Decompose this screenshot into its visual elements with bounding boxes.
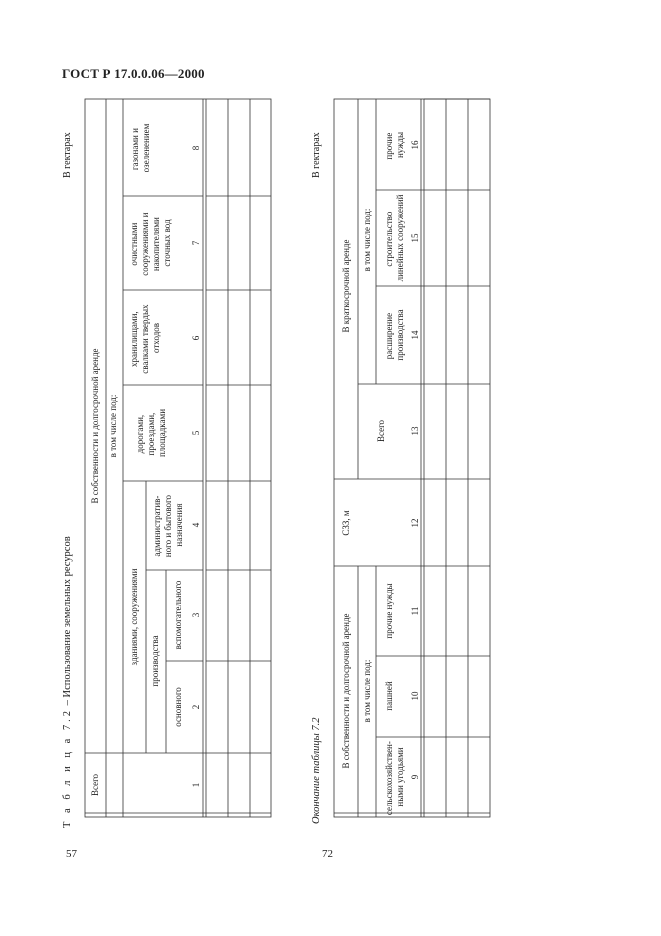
- t2-colnum-10: 10: [410, 691, 420, 701]
- t2-agri-header: [384, 739, 405, 815]
- t1-colnum-1: 1: [191, 782, 201, 788]
- t2-szz-header: СЗЗ, м: [341, 510, 351, 536]
- t1-admin-line-1: административ-: [152, 495, 162, 557]
- table2-units: В гектарах: [311, 132, 322, 178]
- t2-own-header: В собственности и долгосрочной аренде: [341, 613, 351, 769]
- t2-arable-header: пашней: [384, 681, 394, 711]
- t1-storage-line-1: хранилищами,: [129, 311, 139, 367]
- t1-group-header: В собственности и долгосрочной аренде: [90, 348, 100, 504]
- page-number-left: 57: [66, 848, 77, 860]
- t2-other2-line-1: прочие: [384, 132, 394, 160]
- t1-lawns-line-1: газонами и: [130, 128, 140, 171]
- t2-agri-line-1: сельскохозяйствен-: [384, 741, 394, 816]
- t1-treatment-line-2: сооружениями и: [140, 212, 150, 276]
- t2-agri-line-2: ными угодьями: [395, 747, 405, 807]
- t1-colnum-8: 8: [191, 145, 201, 151]
- table2-border: [334, 99, 490, 817]
- t1-incl-header: в том числе под:: [108, 394, 118, 458]
- t1-treatment-line-1: очистными: [129, 222, 139, 266]
- table1-caption-title: – Использование земельных ресурсов: [62, 536, 73, 708]
- t2-incl-header: в том числе под:: [362, 659, 372, 723]
- t2-total-header: Всего: [376, 419, 386, 443]
- t2-other-header: прочие нужды: [384, 583, 394, 639]
- t2-colnum-12: 12: [410, 518, 420, 528]
- table2-column-numbers: [410, 140, 420, 779]
- t2-other2-header: [384, 130, 405, 159]
- t1-colnum-7: 7: [191, 240, 201, 246]
- t1-roads-line-1: дорогами,: [135, 414, 145, 454]
- t1-storage-line-3: отходов: [151, 322, 161, 354]
- t2-incl2-header: в том числе под:: [362, 208, 372, 272]
- t1-total-header: Всего: [90, 773, 100, 797]
- t1-colnum-3: 3: [191, 612, 201, 618]
- t1-production-header: производства: [150, 635, 160, 687]
- t2-expansion-line-1: расширение: [384, 312, 394, 360]
- t1-colnum-4: 4: [191, 522, 201, 528]
- table2-header-text: [341, 130, 405, 815]
- t1-colnum-2: 2: [191, 704, 201, 710]
- t1-admin-line-3: назначения: [174, 503, 184, 547]
- t1-main-header: основного: [173, 687, 183, 727]
- table1-units: В гектарах: [62, 132, 73, 178]
- t1-auxiliary-header: вспомогательного: [173, 580, 183, 650]
- t1-admin-line-2: ного и бытового: [163, 495, 173, 558]
- t2-colnum-9: 9: [410, 774, 420, 780]
- t2-colnum-11: 11: [410, 606, 420, 616]
- t1-storage-line-2: свалками твердых: [140, 304, 150, 374]
- t2-construction-header: [384, 194, 405, 281]
- t2-colnum-13: 13: [410, 426, 420, 436]
- t1-buildings-header: зданиями, сооружениями: [129, 568, 139, 666]
- t2-construction-line-1: строительство: [384, 211, 394, 267]
- table2-grid: [334, 99, 490, 817]
- t2-colnum-14: 14: [410, 330, 420, 340]
- table1-caption-label: Т а б л и ц а 7.2: [62, 707, 73, 828]
- page-number-right: 72: [322, 848, 333, 860]
- t2-expansion-header: [384, 309, 405, 360]
- document-code-header: ГОСТ Р 17.0.0.06—2000: [62, 66, 205, 81]
- t1-colnum-6: 6: [191, 335, 201, 341]
- t1-colnum-5: 5: [191, 430, 201, 436]
- t1-roads-line-3: площадками: [157, 408, 167, 458]
- t2-colnum-16: 16: [410, 140, 420, 150]
- t2-expansion-line-2: производства: [395, 309, 405, 361]
- t2-colnum-15: 15: [410, 233, 420, 243]
- table2-caption: Окончание таблицы 7.2: [311, 717, 322, 824]
- t1-treatment-line-3: накопителями: [151, 217, 161, 272]
- t1-lawns-line-2: озеленением: [141, 123, 151, 173]
- t1-treatment-line-4: сточных вод: [162, 219, 172, 267]
- t2-construction-line-2: линейных сооружений: [395, 194, 405, 282]
- t2-short-header: В краткосрочной аренде: [341, 239, 351, 333]
- t1-roads-line-2: проездами,: [146, 412, 156, 456]
- t2-other2-line-2: нужды: [395, 131, 405, 159]
